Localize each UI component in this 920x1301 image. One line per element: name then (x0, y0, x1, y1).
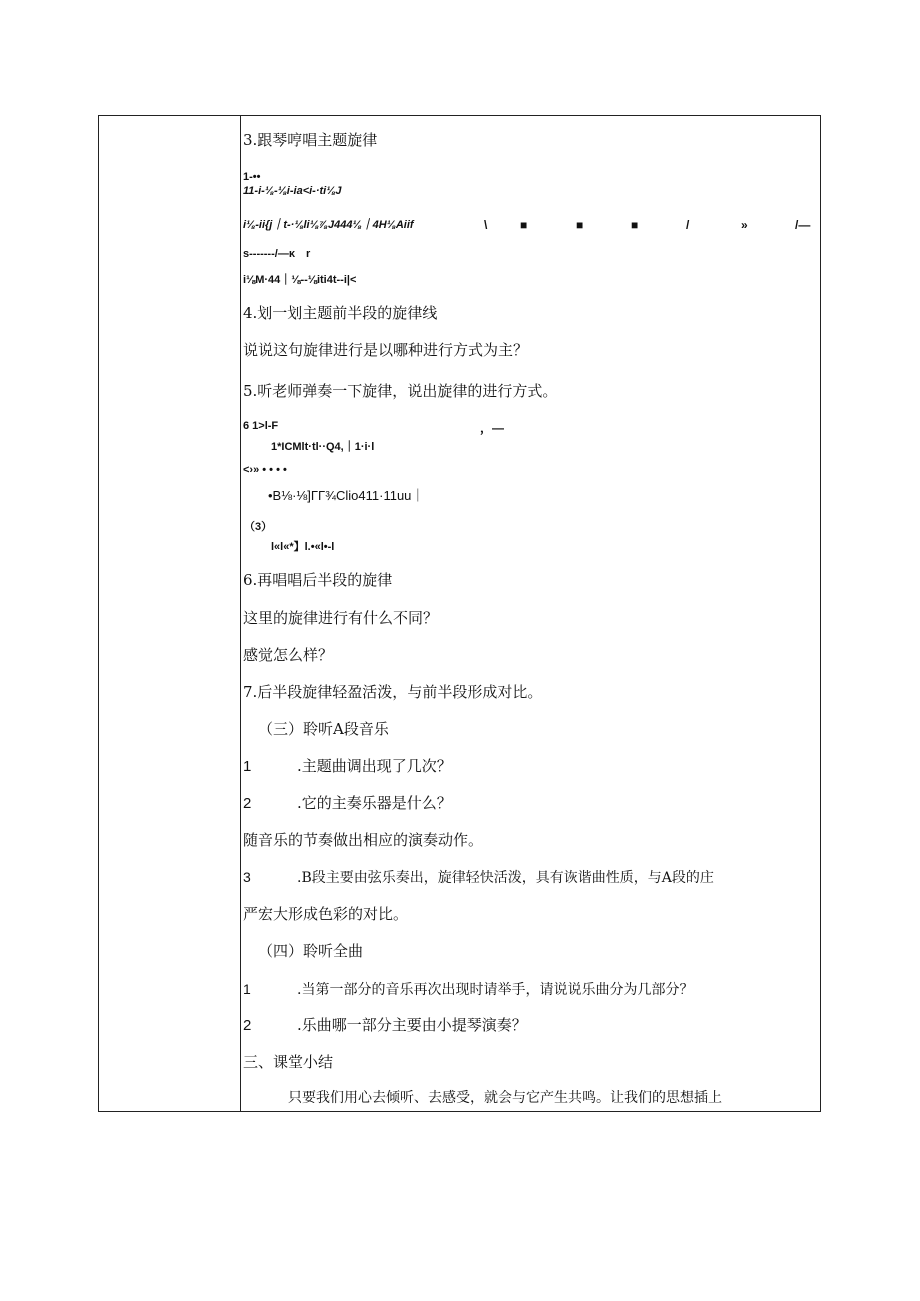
section-3-item (243, 757, 452, 776)
item-number: 2 (243, 1017, 252, 1034)
score1-glyph: / (686, 218, 690, 232)
section-4-title: （四）聆听全曲 (258, 942, 364, 960)
score1-line-c: i⅛-ii{j｜t-·⅛li⅛⅞J444⅛｜4H⅛Aiif (243, 219, 414, 231)
score2-line-e: （3） (244, 521, 273, 533)
score1-line-b: 11-i-⅛-⅛i-ia<i-·ti⅛J (243, 185, 342, 197)
summary-title: 三、课堂小结 (243, 1053, 334, 1071)
step-7-heading: 7.后半段旋律轻盈活泼，与前半段形成对比。 (243, 683, 543, 701)
section-3-title: （三）聆听A段音乐 (258, 720, 389, 738)
score1-glyph: ■ (631, 218, 639, 232)
item-number: 3 (243, 869, 251, 885)
item-text: .当第一部分的音乐再次出现时请举手，请说说乐曲分为几部分？ (297, 982, 694, 998)
section-3-item (243, 868, 714, 887)
score1-glyph: /— (795, 218, 811, 232)
step-3-heading: 3.跟琴哼唱主题旋律 (243, 131, 378, 149)
item-number: 1 (243, 981, 251, 997)
step-5-heading: 5.听老师弹奏一下旋律，说出旋律的进行方式。 (243, 382, 558, 400)
item-text: .它的主奏乐器是什么？ (297, 794, 452, 812)
step-6-heading: 6.再唱唱后半段的旋律 (243, 571, 393, 589)
lesson-table (98, 115, 821, 1112)
score2-line-c: <›» • • • • (243, 464, 287, 476)
score2-line-d: •B⅛·⅛]ΓΓ¾Clio411·11uu｜ (268, 488, 425, 503)
section-4-item (243, 980, 693, 999)
item-text: .乐曲哪一部分主要由小提琴演奏？ (297, 1016, 527, 1034)
section-3-item (243, 794, 452, 813)
score1-glyph: » (741, 218, 748, 232)
section-4-item (243, 1016, 527, 1035)
section-3-item-continued: 严宏大形成色彩的对比。 (243, 905, 409, 923)
score1-glyph: ■ (576, 218, 584, 232)
question-difference: 这里的旋律进行有什么不同？ (243, 609, 439, 627)
score1-line-a: 1-•• (243, 171, 261, 183)
score1-line-d: s-------/—κ r (243, 248, 311, 260)
score2-line-b: 1*ICMlt·tl··Q4,｜1·i·l (271, 441, 375, 453)
item-number: 2 (243, 795, 252, 812)
score1-glyph: \ (484, 218, 488, 232)
table-column-divider (240, 115, 241, 1112)
item-text: .B段主要由弦乐奏出，旋律轻快活泼，具有诙谐曲性质，与A段的庄 (297, 870, 714, 886)
item-text: .主题曲调出现了几次？ (297, 757, 452, 775)
step-4-heading: 4.划一划主题前半段的旋律线 (243, 304, 438, 322)
question-melody-direction: 说说这句旋律进行是以哪种进行方式为主？ (243, 341, 529, 359)
score2-line-f: l«l«*】l.•«l•-l (271, 541, 335, 553)
item-number: 1 (243, 758, 252, 775)
score2-line-a: 6 1>l-F (243, 420, 279, 432)
score2-line-a-right: ，— (480, 421, 505, 435)
question-feeling: 感觉怎么样？ (243, 646, 334, 664)
score1-glyph: ■ (520, 218, 528, 232)
score1-line-e: i⅛M·44｜⅛--⅛iti4t--i|< (243, 274, 357, 286)
summary-text: 只要我们用心去倾听、去感受，就会与它产生共鸣。让我们的思想插上 (288, 1090, 722, 1106)
section-3-note: 随音乐的节奏做出相应的演奏动作。 (243, 831, 484, 849)
